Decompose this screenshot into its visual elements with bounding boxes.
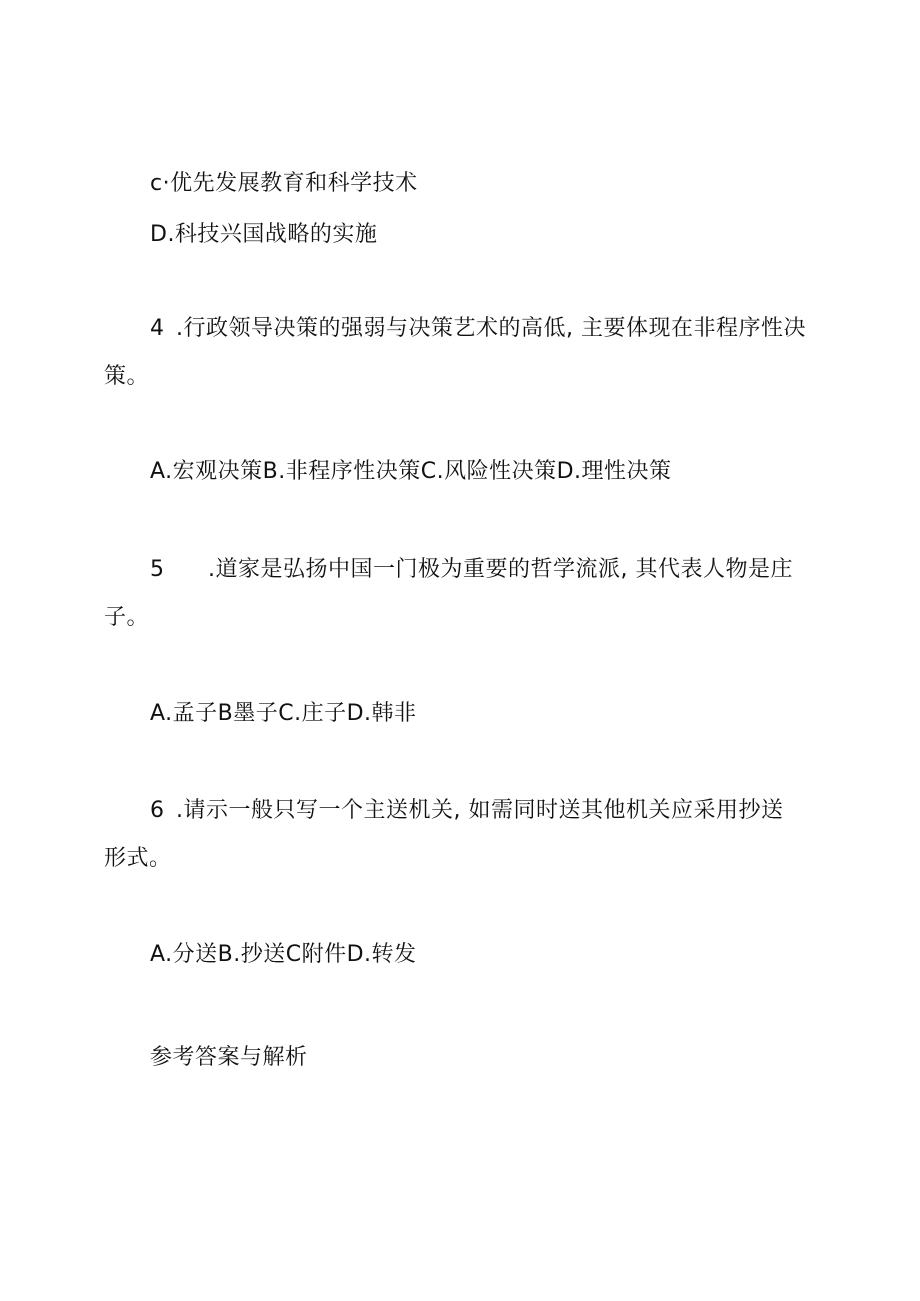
question-4-line-2: 策。 (104, 364, 150, 389)
question-5-number: 5 (150, 557, 165, 582)
question-6-line-2: 形式。 (104, 846, 172, 871)
question-4-number: 4 (150, 316, 165, 341)
question-6-line-1 (150, 798, 783, 824)
question-5-text: .道家是弘扬中国一门极为重要的哲学流派, 其代表人物是庄 (208, 557, 793, 582)
question-5-line-1 (150, 557, 793, 583)
question-5-line-2: 子。 (104, 605, 150, 630)
question-5-options: A.孟子B墨子C.庄子D.韩非 (150, 701, 417, 726)
question-6-options: A.分送B.抄送C附件D.转发 (150, 942, 417, 967)
question-6-text: .请示一般只写一个主送机关, 如需同时送其他机关应采用抄送 (176, 798, 784, 823)
answers-heading: 参考答案与解析 (150, 1045, 308, 1070)
question-4-line-1 (150, 316, 806, 342)
question-4-options: A.宏观决策B.非程序性决策C.风险性决策D.理性决策 (150, 459, 672, 484)
question-4-text: .行政领导决策的强弱与决策艺术的高低, 主要体现在非程序性决 (176, 316, 806, 341)
option-c-previous: c·优先发展教育和科学技术 (150, 171, 418, 196)
question-6-number: 6 (150, 798, 165, 823)
option-d-previous: D.科技兴国战略的实施 (150, 222, 378, 247)
